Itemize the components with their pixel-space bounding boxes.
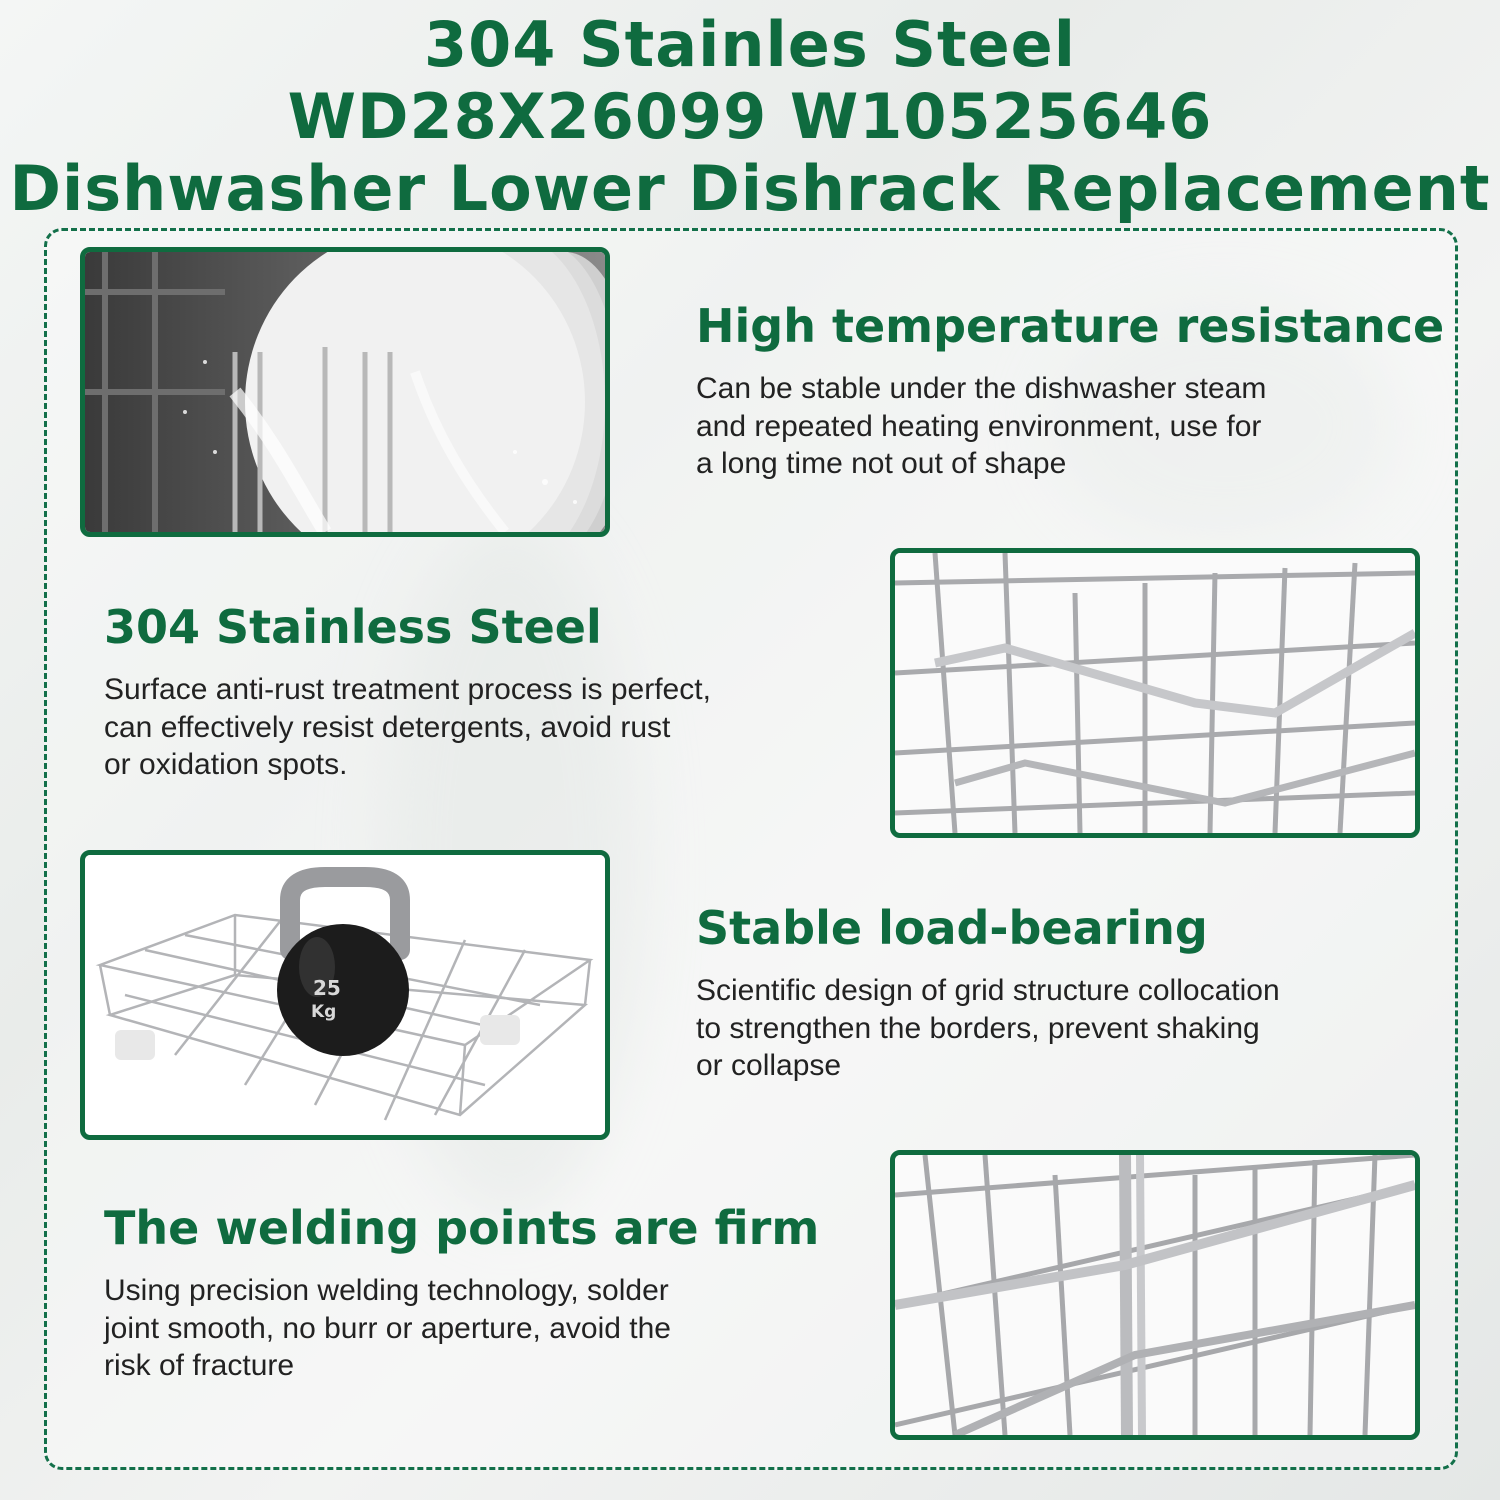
title-line-1: 304 Stainles Steel (424, 8, 1076, 81)
feature-heading: The welding points are firm (104, 1201, 820, 1255)
feature-welding-points (104, 1202, 819, 1385)
title-line-3: Dishwasher Lower Dishrack Replacement (9, 152, 1491, 225)
feature-load-bearing (696, 902, 1280, 1085)
kettlebell-unit-label: Kg (311, 1002, 337, 1022)
rack-kettlebell-photo (80, 850, 610, 1140)
wire-rack-closeup-photo (890, 548, 1420, 838)
welded-rack-closeup-photo (890, 1150, 1420, 1440)
feature-heading: 304 Stainless Steel (104, 600, 602, 654)
feature-description: Surface anti-rust treatment process is perfect, can effectively resist detergents, avoid rust or oxidation spots. (104, 673, 711, 781)
feature-description: Can be stable under the dishwasher steam and repeated heating environment, use for a long time not out of shape (696, 372, 1267, 480)
dishes-washing-photo (80, 247, 610, 537)
feature-description: Scientific design of grid structure collocation to strengthen the borders, prevent shaking or collapse (696, 974, 1280, 1082)
feature-high-temperature (696, 300, 1444, 483)
feature-stainless-steel (104, 601, 711, 784)
title-line-2: WD28X26099 W10525646 (287, 80, 1213, 153)
feature-heading: Stable load-bearing (696, 901, 1208, 955)
feature-description: Using precision welding technology, solder joint smooth, no burr or aperture, avoid the risk of fracture (104, 1274, 671, 1382)
feature-heading: High temperature resistance (696, 299, 1445, 353)
kettlebell-weight-label: 25 (313, 976, 341, 1000)
